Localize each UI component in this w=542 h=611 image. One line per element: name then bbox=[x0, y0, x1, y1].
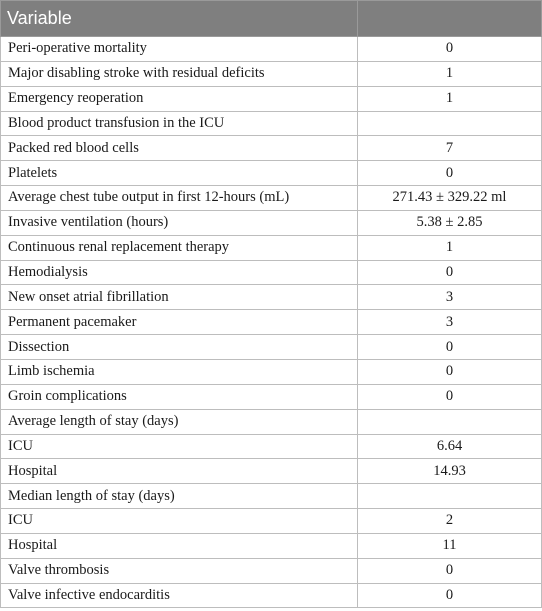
value-cell: 1 bbox=[358, 86, 542, 111]
table-row bbox=[1, 484, 542, 509]
value-cell: 14.93 bbox=[358, 459, 542, 484]
variable-cell: Valve infective endocarditis bbox=[1, 583, 358, 608]
value-cell: 5.38 ± 2.85 bbox=[358, 210, 542, 235]
table-row bbox=[1, 86, 542, 111]
table-row bbox=[1, 583, 542, 608]
header-variable: Variable bbox=[1, 1, 358, 37]
variable-cell: Invasive ventilation (hours) bbox=[1, 210, 358, 235]
variable-cell: Average length of stay (days) bbox=[1, 409, 358, 434]
variable-cell: Emergency reoperation bbox=[1, 86, 358, 111]
table-body bbox=[1, 37, 542, 608]
table-row bbox=[1, 136, 542, 161]
table-row bbox=[1, 186, 542, 211]
table-row bbox=[1, 37, 542, 62]
value-cell: 7 bbox=[358, 136, 542, 161]
value-cell: 0 bbox=[358, 37, 542, 62]
header-row bbox=[1, 1, 542, 37]
value-cell: 3 bbox=[358, 285, 542, 310]
variable-cell: Dissection bbox=[1, 335, 358, 360]
table-row bbox=[1, 533, 542, 558]
header-value bbox=[358, 1, 542, 37]
table-row bbox=[1, 285, 542, 310]
variable-cell: Continuous renal replacement therapy bbox=[1, 235, 358, 260]
variable-cell: Valve thrombosis bbox=[1, 558, 358, 583]
value-cell: 0 bbox=[358, 384, 542, 409]
value-cell: 11 bbox=[358, 533, 542, 558]
variable-cell: Major disabling stroke with residual deficits bbox=[1, 61, 358, 86]
value-cell: 2 bbox=[358, 509, 542, 534]
table-row bbox=[1, 384, 542, 409]
variable-cell: ICU bbox=[1, 509, 358, 534]
table-row bbox=[1, 459, 542, 484]
value-cell bbox=[358, 409, 542, 434]
variable-cell: Permanent pacemaker bbox=[1, 310, 358, 335]
value-cell: 3 bbox=[358, 310, 542, 335]
table-row bbox=[1, 61, 542, 86]
table-row bbox=[1, 434, 542, 459]
table-row bbox=[1, 335, 542, 360]
value-cell: 0 bbox=[358, 359, 542, 384]
value-cell: 0 bbox=[358, 260, 542, 285]
value-cell: 271.43 ± 329.22 ml bbox=[358, 186, 542, 211]
table-header bbox=[1, 1, 542, 37]
variable-cell: Blood product transfusion in the ICU bbox=[1, 111, 358, 136]
value-cell: 0 bbox=[358, 335, 542, 360]
table-row bbox=[1, 210, 542, 235]
table-row bbox=[1, 260, 542, 285]
table-row bbox=[1, 409, 542, 434]
table-row bbox=[1, 235, 542, 260]
value-cell bbox=[358, 484, 542, 509]
variable-cell: Limb ischemia bbox=[1, 359, 358, 384]
variable-cell: Average chest tube output in first 12-hours (mL) bbox=[1, 186, 358, 211]
table-row bbox=[1, 161, 542, 186]
value-cell: 1 bbox=[358, 235, 542, 260]
value-cell: 0 bbox=[358, 583, 542, 608]
value-cell: 6.64 bbox=[358, 434, 542, 459]
value-cell: 1 bbox=[358, 61, 542, 86]
variable-cell: Median length of stay (days) bbox=[1, 484, 358, 509]
table-row bbox=[1, 509, 542, 534]
variable-cell: Hemodialysis bbox=[1, 260, 358, 285]
table-row bbox=[1, 111, 542, 136]
value-cell: 0 bbox=[358, 161, 542, 186]
table-row bbox=[1, 558, 542, 583]
variable-cell: Platelets bbox=[1, 161, 358, 186]
variable-cell: Peri-operative mortality bbox=[1, 37, 358, 62]
variable-cell: Packed red blood cells bbox=[1, 136, 358, 161]
variable-cell: New onset atrial fibrillation bbox=[1, 285, 358, 310]
variable-cell: Hospital bbox=[1, 533, 358, 558]
variable-cell: ICU bbox=[1, 434, 358, 459]
table-row bbox=[1, 310, 542, 335]
variable-cell: Groin complications bbox=[1, 384, 358, 409]
value-cell: 0 bbox=[358, 558, 542, 583]
variable-cell: Hospital bbox=[1, 459, 358, 484]
table-row bbox=[1, 359, 542, 384]
value-cell bbox=[358, 111, 542, 136]
